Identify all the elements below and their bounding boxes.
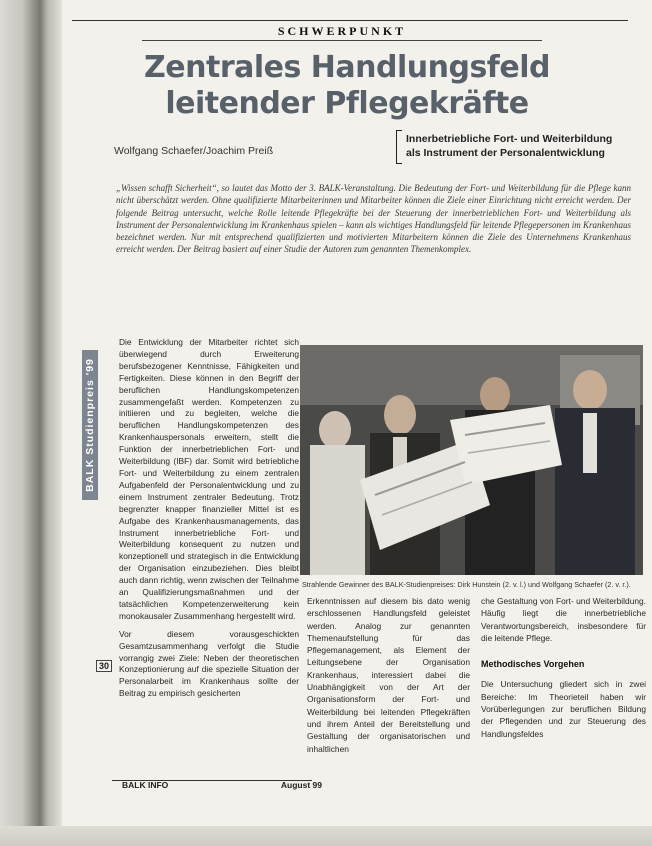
page-footer: [122, 780, 322, 790]
body-column-3: [481, 595, 646, 748]
author-line: Wolfgang Schaefer/Joachim Preiß: [114, 145, 274, 157]
rubric-rule: [142, 40, 542, 41]
title-line-1: Zentrales Handlungsfeld: [144, 50, 550, 85]
photo-caption: Strahlende Gewinner des BALK-Studienpreises: Dirk Hunstein (2. v. l.) und Wolfgang Schaefer (2. v. r.).: [302, 580, 631, 589]
photo-illustration: [300, 345, 643, 575]
tagline-line-1: Innerbetriebliche Fort- und Weiterbildung: [406, 133, 613, 145]
section-subheading: Methodisches Vorgehen: [481, 659, 585, 670]
tagline-line-2: als Instrument der Personalentwicklung: [406, 147, 605, 159]
sidebar-label: [82, 350, 98, 500]
bracket-left: [396, 130, 402, 164]
magazine-page: [62, 0, 652, 826]
scan-bottom-edge: [0, 826, 652, 846]
article-title: [62, 50, 632, 122]
footer-publication: BALK INFO: [122, 780, 169, 790]
lead-paragraph: „Wissen schafft Sicherheit“, so lautet das Motto der 3. BALK-Veranstaltung. Die Bedeutung der Fort- und Weiterbildung für die Pflege kann nicht überschätzt werden. Ohne qualifizierte Mitarbeiterinnen und Mitarbeiter können die Ziele einer Einrichtung nicht erreicht werden. Der folgende Beitrag untersucht, welche Rolle leitende Pflegekräfte bei der Steuerung der innerbetrieblichen Fort- und Weiterbildung als Instrument der Personalentwicklung im Krankenhaus spielen – kann als wichtiges Handlungsfeld für leitende Pflegepersonen im Krankenhaus bezeichnet werden. Nur mit entsprechend qualifizierten und motivierten Mitarbeitern können die Ziele des Unternehmens Krankenhaus erreicht werden. Der Beitrag basiert auf einer Studie der Autoren zum genannten Themenkomplex.: [116, 183, 631, 255]
body-column-1: [119, 337, 299, 706]
column3-paragraph-2: Die Untersuchung gliedert sich in zwei Bereiche: Im Theorieteil haben wir Vorüberlegungen zur beruflichen Bildung der Pflegenden und zur Steuerung des Handlungsfeldes: [481, 679, 646, 739]
title-line-2: leitender Pflegekräfte: [165, 86, 529, 121]
footer-issue-date: August 99: [280, 780, 322, 790]
column3-paragraph-1: che Gestaltung von Fort- und Weiterbildung. Häufig liegt die innerbetriebliche Verantwortungsbereich, insbesondere für die leitende Pflege.: [481, 596, 646, 643]
sidebar-label-text: BALK Studienpreis '99: [84, 358, 96, 492]
column1-paragraph-2: Vor diesem vorausgeschickten Gesamtzusammenhang verfolgt die Studie vorrangig zwei Ziele: Neben der theoretischen Konzeptionierung auf die spezielle Situation der Personalarbeit im Krankenhaus sollte der Beitrag zu empirisch gesicherten: [119, 628, 299, 699]
top-rule: [72, 20, 628, 21]
award-photo: [300, 345, 643, 575]
column1-paragraph-1: Die Entwicklung der Mitarbeiter richtet sich überwiegend durch Erweiterung berufsbezogener Kenntnisse, Fähigkeiten und Fertigkeiten. Diese können in den Begriff der beruflichen Handlungskompetenzen zusammengefaßt werden. Kompetenzen zu initiieren und zu begleiten, welche die beruflichen Handlungskompetenzen des Krankenhauspersonals erweitern, stellt die Funktion der innerbetrieblichen Fort- und Weiterbildung (IBF) dar. Somit wird betriebliche Fort- und Weiterbildung zu einem zentralen Aufgabenfeld der Personalentwicklung und zu einem Instrument zentraler Bedeutung. Trotz begrenzter knapper finanzieller Mittel ist es Aufgabe des Krankenhausmanagements, das Instrument innerbetriebliche Fort- und Weiterbildung konsequent zu nutzen und konzeptionell und strategisch in die Entwicklung der Organisation einzubeziehen. Dies bleibt auch dann richtig, wenn zwischen der Teilnahme an Qualifizierungsmaßnahmen und der tatsächlichen Kompetenzerweiterung kein monokausaler Zusammenhang hergestellt wird.: [119, 337, 300, 621]
article-tagline: [396, 132, 652, 160]
section-rubric: SCHWERPUNKT: [277, 24, 407, 38]
body-column-2: Erkenntnissen auf diesem bis dato wenig erschlossenen Handlungsfeld geleistet werden. Analog zur genannten Themenaufstellung für das Pflegemanagement, als Element der Leitungsebene der Organisation Krankenhaus, interessiert dabei die Unabhängigkeit von der Art der Organisationsform der Fort- und Weiterbildung bei leitenden Pflegekräften und ihrem Anteil der Bereitstellung und Gestaltung der organisatorischen und inhaltlichen: [307, 596, 470, 754]
scan-binding-edge: [0, 0, 62, 846]
page-number: 30: [96, 660, 112, 672]
